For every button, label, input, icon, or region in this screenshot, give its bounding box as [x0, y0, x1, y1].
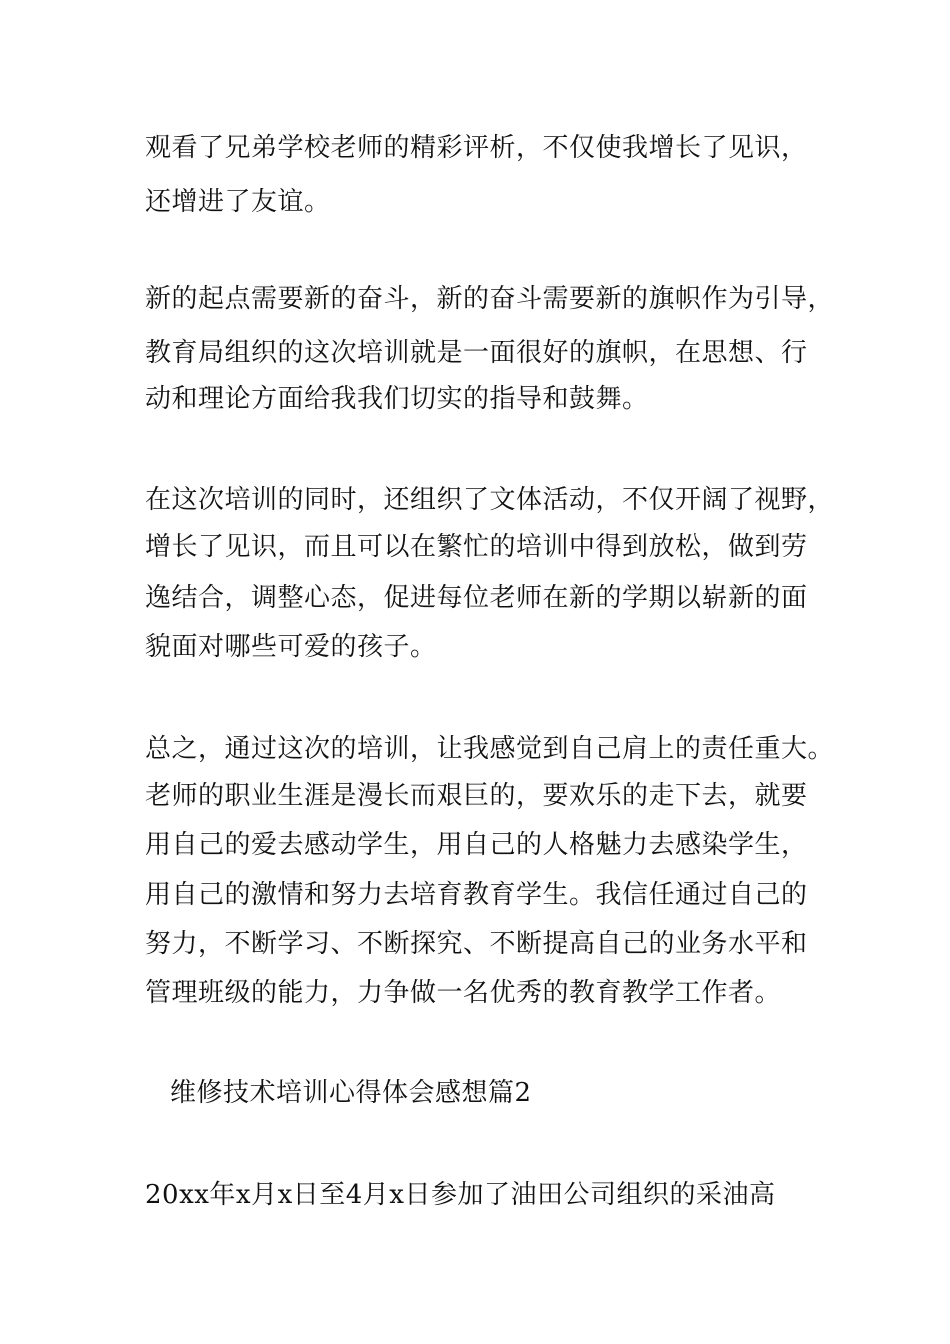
final-paragraph-line-1: 20xx年x月x日至4月x日参加了油田公司组织的采油高 — [145, 1180, 776, 1210]
paragraph-3-line-1: 在这次培训的同时，还组织了文体活动，不仅开阔了视野， — [145, 485, 835, 515]
paragraph-1-line-1: 观看了兄弟学校老师的精彩评析，不仅使我增长了见识， — [145, 133, 808, 163]
paragraph-4-line-2: 老师的职业生涯是漫长而艰巨的，要欢乐的走下去，就要 — [145, 781, 808, 811]
paragraph-3-line-3: 逸结合，调整心态，促进每位老师在新的学期以崭新的面 — [145, 583, 808, 613]
paragraph-4-line-6: 管理班级的能力，力争做一名优秀的教育教学工作者。 — [145, 978, 782, 1008]
paragraph-2-line-2: 教育局组织的这次培训就是一面很好的旗帜，在思想、行 — [145, 338, 808, 368]
paragraph-4-line-4: 用自己的激情和努力去培育教育学生。我信任通过自己的 — [145, 880, 808, 910]
paragraph-4-line-5: 努力，不断学习、不断探究、不断提高自己的业务水平和 — [145, 929, 808, 959]
paragraph-3-line-4: 貌面对哪些可爱的孩子。 — [145, 632, 437, 662]
section-title: 维修技术培训心得体会感想篇2 — [170, 1078, 532, 1108]
paragraph-4-line-1: 总之，通过这次的培训，让我感觉到自己肩上的责任重大。 — [145, 734, 835, 764]
paragraph-3-line-2: 增长了见识，而且可以在繁忙的培训中得到放松，做到劳 — [145, 532, 808, 562]
paragraph-2-line-1: 新的起点需要新的奋斗，新的奋斗需要新的旗帜作为引导， — [145, 284, 835, 314]
paragraph-4-line-3: 用自己的爱去感动学生，用自己的人格魅力去感染学生， — [145, 830, 808, 860]
paragraph-1-line-2: 还增进了友谊。 — [145, 187, 331, 217]
paragraph-2-line-3: 动和理论方面给我我们切实的指导和鼓舞。 — [145, 384, 649, 414]
